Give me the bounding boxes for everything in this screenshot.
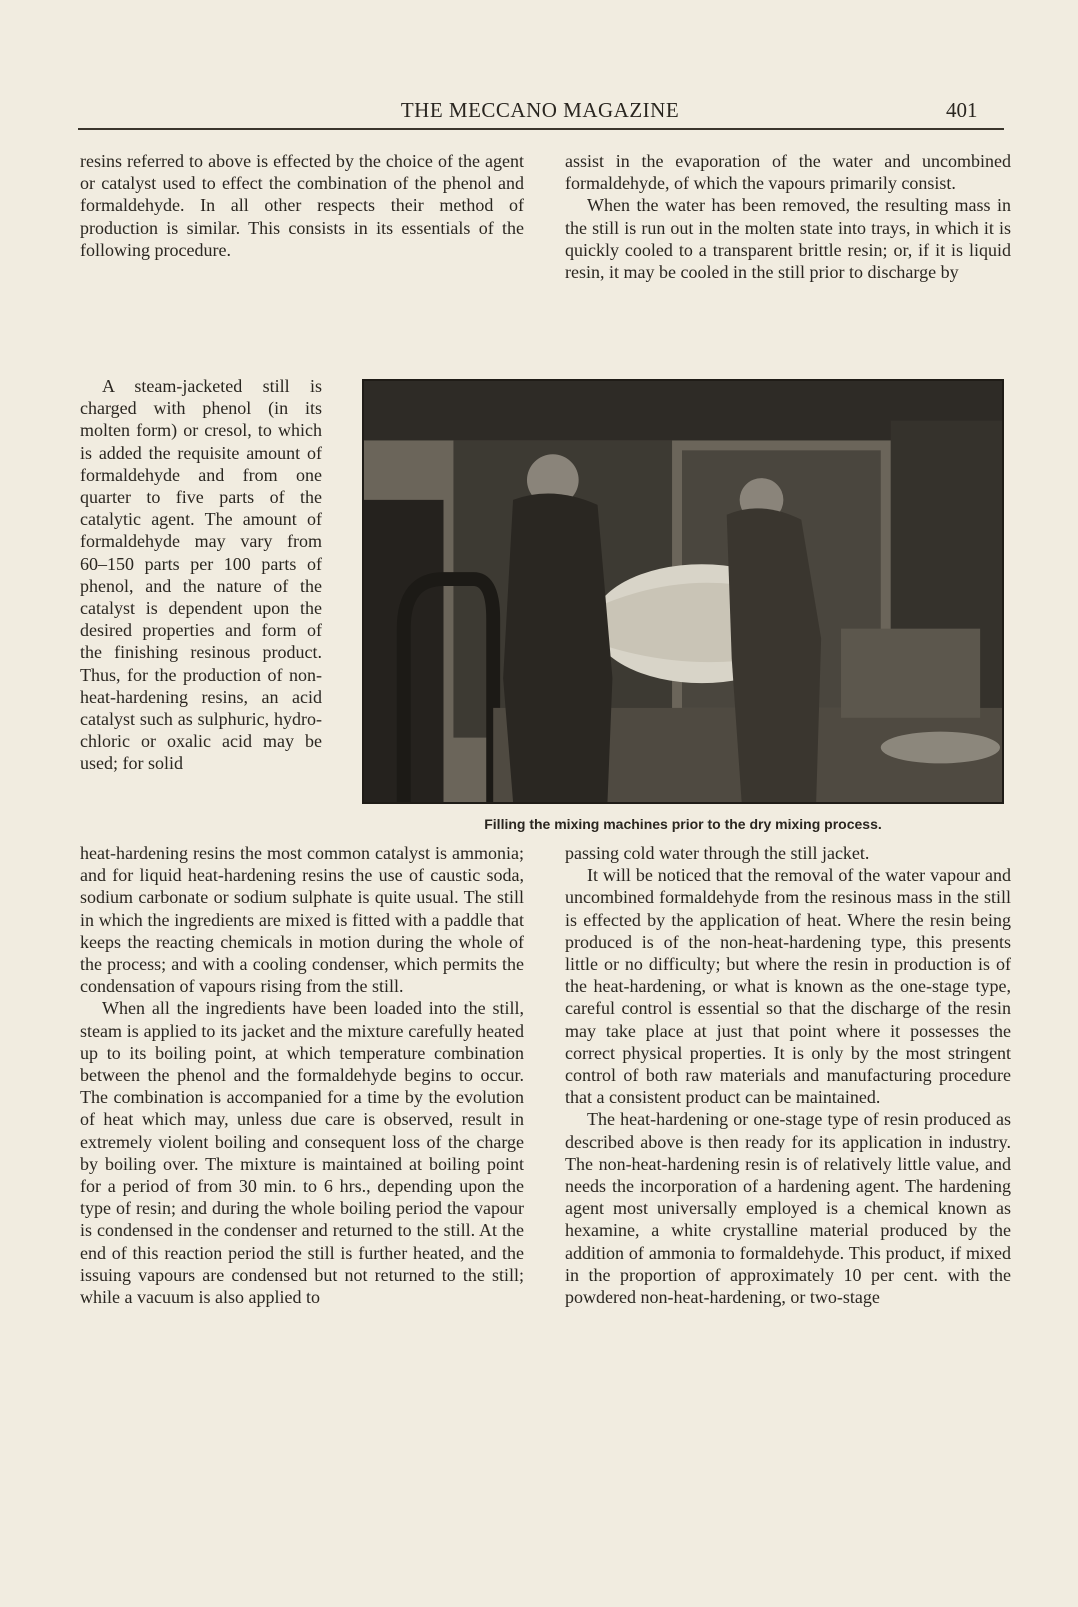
left-column-bottom — [80, 842, 524, 1308]
magazine-title: THE MECCANO MAGAZINE — [400, 98, 680, 122]
paragraph: When the water has been removed, the resulting mass in the still is run out in the molten state into trays, in which it is quickly cooled to a transparent brittle resin; or, if it is liquid resin, it may be cooled in the still prior to discharge by — [565, 195, 1011, 283]
photo-caption: Filling the mixing machines prior to the dry mixing process. — [484, 816, 882, 832]
paragraph: heat-hardening resins the most common catalyst is ammonia; and for liquid heat-hardening resins the use of caustic soda, sodium carbonate or sodium sulphate is quite usual. The still in which the ingredients are mixed is fitted with a paddle that keeps the reacting chemicals in motion during the whole of the process; and with a cooling condenser, which permits the condensation of vapours rising from the still. — [80, 843, 524, 997]
factory-photo — [362, 379, 1004, 804]
paragraph: assist in the evaporation of the water and uncombined formaldehyde, of which the vapours primarily consist. — [565, 151, 1011, 194]
header-rule — [78, 128, 1004, 130]
paragraph: resins referred to above is effected by the choice of the agent or catalyst used to effect the combination of the phenol and formaldehyde. In all other respects their method of production is similar. This consists in its essentials of the following procedure. — [80, 151, 524, 260]
paragraph: passing cold water through the still jacket. — [565, 843, 870, 863]
right-column-bottom — [565, 842, 1011, 1308]
paragraph: The heat-hardening or one-stage type of resin produced as described above is then ready for its application in industry. The non-heat-hardening resin is of relatively little value, and needs the incorporation of a hardening agent. The hardening agent most universally employed is a chemical known as hexamine, a white crystalline material produced by the addition of ammonia to formaldehyde. This product, if mixed in the proportion of approximately 10 per cent. with the powdered non-heat-hardening, or two-stage — [565, 1109, 1011, 1308]
factory-photo-illustration — [364, 381, 1002, 802]
right-column-top — [565, 150, 1011, 283]
left-column-top — [80, 150, 524, 261]
page-number: 401 — [946, 98, 978, 122]
paragraph: When all the ingredients have been loaded into the still, steam is applied to its jacket and the mixture carefully heated up to its boiling point, at which temperature combination between the phenol and the formaldehyde begins to occur. The combination is accompanied for a time by the evolution of heat which may, unless due care is observed, result in extremely violent boiling and consequent loss of the charge by boiling over. The mixture is maintained at boiling point for a period of from 30 min. to 6 hrs., depending upon the type of resin; and during the whole boiling period the vapour is condensed in the condenser and returned to the still. At the end of this reaction period the still is further heated, and the issuing vapours are condensed but not returned to the still; while a vacuum is also applied to — [80, 998, 524, 1308]
paragraph: It will be noticed that the removal of the water vapour and uncombined formaldehyde from the resinous mass in the still is effected by the application of heat. Where the resin being produced is of the non-heat-hardening type, this presents little or no difficulty; but where the resin in production is of the heat-hardening, or what is known as the one-stage type, careful control is essential so that the discharge of the resin may take place at just that point where it possesses the correct physical properties. It is only by the most stringent control of both raw materials and manufacturing procedure that a consistent product can be maintained. — [565, 865, 1011, 1108]
left-column-narrow — [80, 375, 322, 775]
paragraph: A steam-jacketed still is charged with phenol (in its molten form) or cresol, to which is added the requisite amount of formaldehyde and from one quarter to five parts of the catalytic agent. The amount of formaldehyde may vary from 60–150 parts per 100 parts of phenol, and the nature of the catalyst is dependent upon the desired properties and form of the finishing resinous product. Thus, for the production of non-heat-hardening resins, an acid catalyst such as sulphuric, hydrochloric or oxalic acid may be used; for solid — [80, 376, 322, 774]
